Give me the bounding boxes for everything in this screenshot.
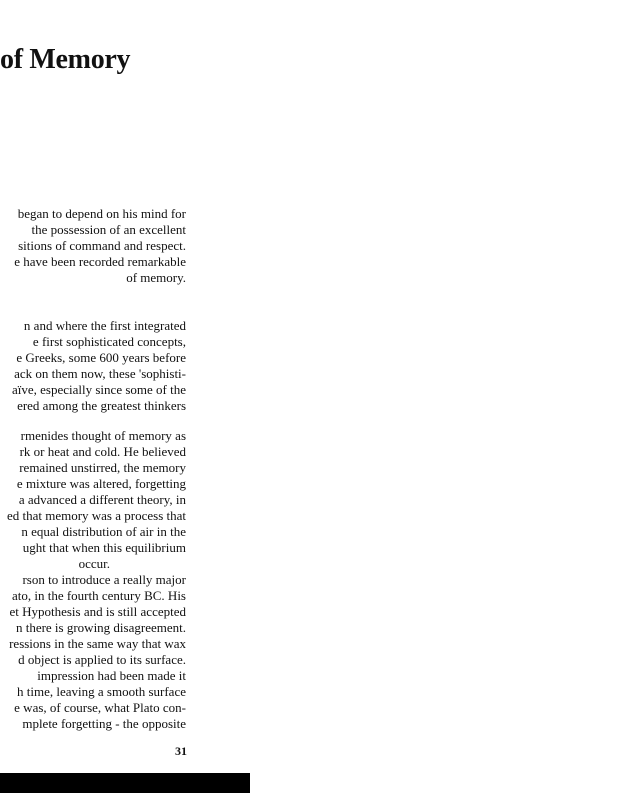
text-line: impression had been made it (37, 668, 186, 683)
text-line: e have been recorded remarkable (14, 254, 186, 269)
text-line: mplete forgetting - the opposite (22, 716, 186, 731)
text-line: rson to introduce a really major (22, 572, 186, 587)
text-line: d object is applied to its surface. (18, 652, 186, 667)
text-line: rk or heat and cold. He believed (19, 444, 186, 459)
text-line: ed that memory was a process that (6, 508, 186, 523)
text-line: occur. (78, 556, 110, 571)
text-line: n and where the first integrated (23, 318, 186, 333)
text-line: ught that when this equilibrium (22, 540, 186, 555)
text-line: n there is growing disagreement. (15, 620, 186, 635)
page-number: 31 (175, 744, 187, 758)
text-line: h time, leaving a smooth surface (17, 684, 186, 699)
chapter-title: of Memory (0, 44, 131, 75)
text-line: ered among the greatest thinkers (17, 398, 186, 413)
text-line: ack on them now, these 'sophisti- (14, 366, 186, 381)
text-line: e Greeks, some 600 years before (16, 350, 186, 365)
text-line: e was, of course, what Plato con- (14, 700, 186, 715)
text-line: ato, in the fourth century BC. His (11, 588, 186, 603)
text-line: of memory. (126, 270, 186, 285)
text-line: et Hypothesis and is still accepted (9, 604, 186, 619)
text-line: the possession of an excellent (31, 222, 186, 237)
text-line: began to depend on his mind for (17, 206, 186, 221)
text-line: rmenides thought of memory as (20, 428, 186, 443)
text-line: aïve, especially since some of the (12, 382, 186, 397)
text-line: n equal distribution of air in the (21, 524, 186, 539)
scan-edge-bar (0, 773, 250, 793)
text-line: e mixture was altered, forgetting (16, 476, 186, 491)
text-line: a advanced a different theory, in (18, 492, 186, 507)
text-line: e first sophisticated concepts, (32, 334, 186, 349)
text-line: sitions of command and respect. (18, 238, 186, 253)
text-line: remained unstirred, the memory (19, 460, 186, 475)
text-line: ressions in the same way that wax (9, 636, 186, 651)
